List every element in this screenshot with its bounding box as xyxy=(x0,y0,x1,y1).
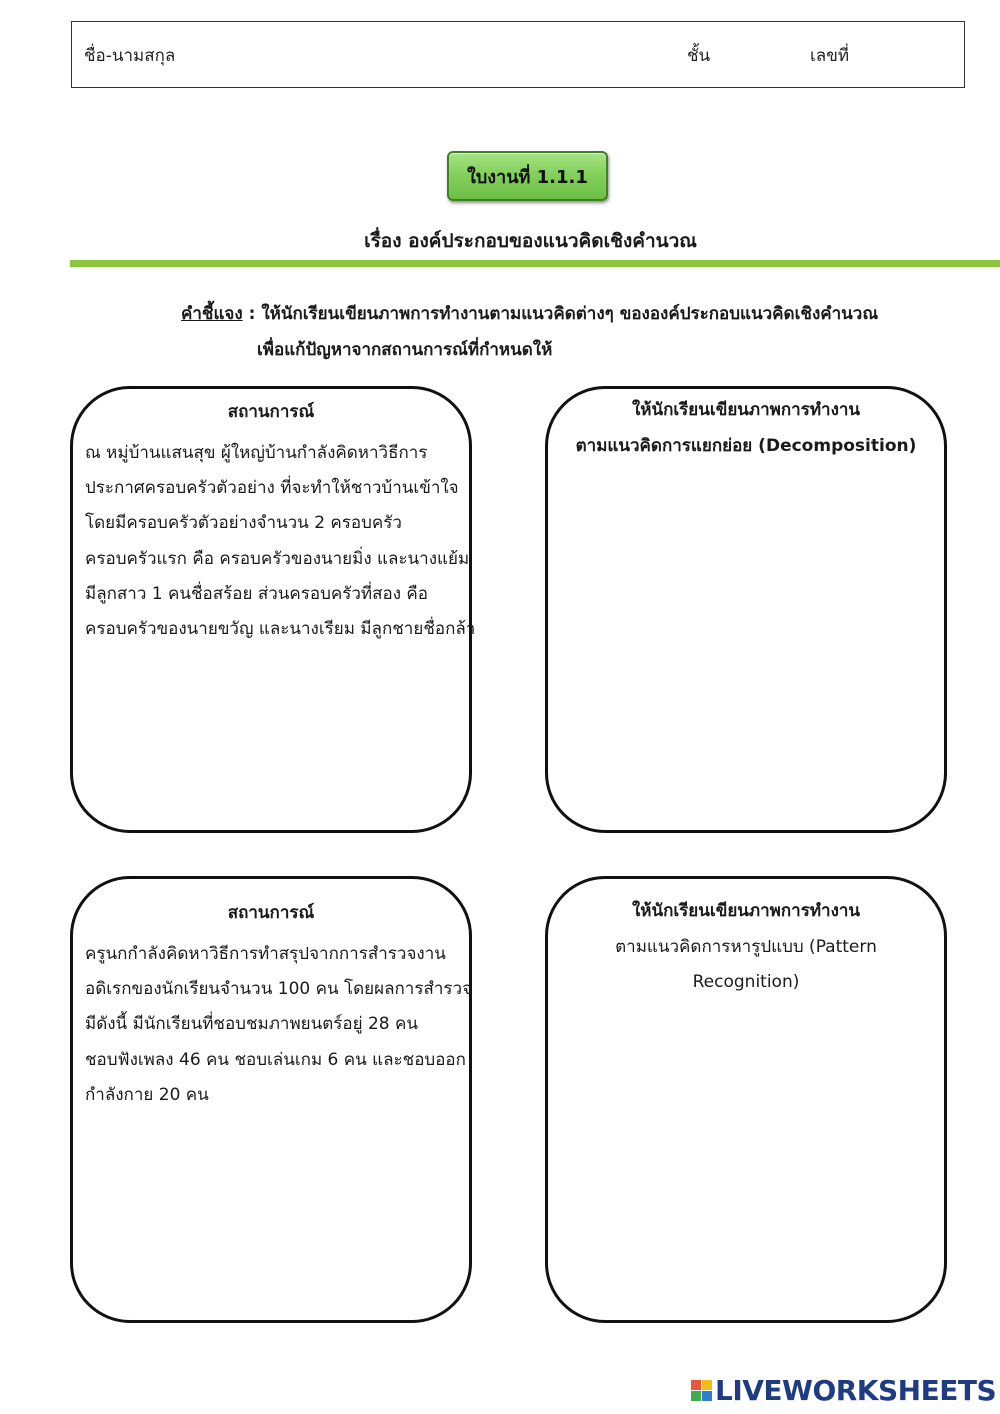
logo-square xyxy=(702,1391,712,1401)
instruction-label: คำชี้แจง xyxy=(181,304,243,324)
situation-text xyxy=(85,436,476,647)
prompt-line: ตามแนวคิดการแยกย่อย (Decomposition) xyxy=(575,435,917,456)
prompt-line: ให้นักเรียนเขียนภาพการทำงาน xyxy=(631,400,861,420)
prompt-line: Recognition) xyxy=(692,972,800,992)
logo-square xyxy=(691,1391,701,1401)
situation-text xyxy=(85,937,473,1113)
decomposition-answer-card[interactable] xyxy=(545,386,947,833)
class-field-label[interactable]: ชั้น xyxy=(687,46,711,66)
instruction-line-1 xyxy=(181,300,878,327)
situation-title: สถานการณ์ xyxy=(227,903,315,923)
situation-line: ชอบฟังเพลง 46 คน ชอบเล่นเกม 6 คน และชอบออก xyxy=(85,1049,466,1070)
situation-line: ณ หมู่บ้านแสนสุข ผู้ใหญ่บ้านกำลังคิดหาวิธีการ xyxy=(85,443,428,463)
instruction-line-2: เพื่อแก้ปัญหาจากสถานการณ์ที่กำหนดให้ xyxy=(257,340,553,360)
situation-line: มีดังนี้ มีนักเรียนที่ชอบชมภาพยนตร์อยู่ 28 คน xyxy=(85,1014,419,1035)
number-field-label[interactable]: เลขที่ xyxy=(810,46,850,66)
situation-line: โดยมีครอบครัวตัวอย่างจำนวน 2 ครอบครัว xyxy=(85,513,402,534)
situation-line: ครูนกกำลังคิดหาวิธีการทำสรุปจากการสำรวจงาน xyxy=(85,944,446,964)
situation-line: ครอบครัวแรก คือ ครอบครัวของนายมิ่ง และนางแย้ม xyxy=(85,548,470,569)
situation-line: อดิเรกของนักเรียนจำนวน 100 คน โดยผลการสำรวจ xyxy=(85,979,473,1000)
pattern-recognition-prompt xyxy=(548,894,944,1001)
logo-square xyxy=(702,1380,712,1390)
situation-line: มีลูกสาว 1 คนชื่อสร้อย ส่วนครอบครัวที่สอง คือ xyxy=(85,583,429,604)
instruction-text: : ให้นักเรียนเขียนภาพการทำงานตามแนวคิดต่างๆ ขององค์ประกอบแนวคิดเชิงคำนวณ xyxy=(242,304,879,324)
situation-line: กำลังกาย 20 คน xyxy=(85,1084,209,1105)
situation-card-2 xyxy=(70,876,472,1323)
worksheet-number-badge: ใบงานที่ 1.1.1 xyxy=(447,151,608,201)
prompt-line: ให้นักเรียนเขียนภาพการทำงาน xyxy=(631,901,861,921)
divider-rule xyxy=(70,260,1000,267)
logo-icon xyxy=(691,1380,712,1401)
name-field-label[interactable]: ชื่อ-นามสกุล xyxy=(84,46,176,66)
worksheet-subject: เรื่อง องค์ประกอบของแนวคิดเชิงคำนวณ xyxy=(364,230,697,252)
situation-line: ประกาศครอบครัวตัวอย่าง ที่จะทำให้ชาวบ้านเข้าใจ xyxy=(85,478,459,499)
situation-title: สถานการณ์ xyxy=(227,402,315,422)
liveworksheets-logo xyxy=(691,1374,996,1407)
pattern-recognition-answer-card[interactable] xyxy=(545,876,947,1323)
logo-text: LIVEWORKSHEETS xyxy=(715,1374,997,1407)
situation-card-1 xyxy=(70,386,476,833)
situation-line: ครอบครัวของนายขวัญ และนางเรียม มีลูกชายชื่อกล้า xyxy=(85,619,476,640)
decomposition-prompt xyxy=(548,393,944,464)
logo-square xyxy=(691,1380,701,1390)
prompt-line: ตามแนวคิดการหารูปแบบ (Pattern xyxy=(615,936,877,957)
